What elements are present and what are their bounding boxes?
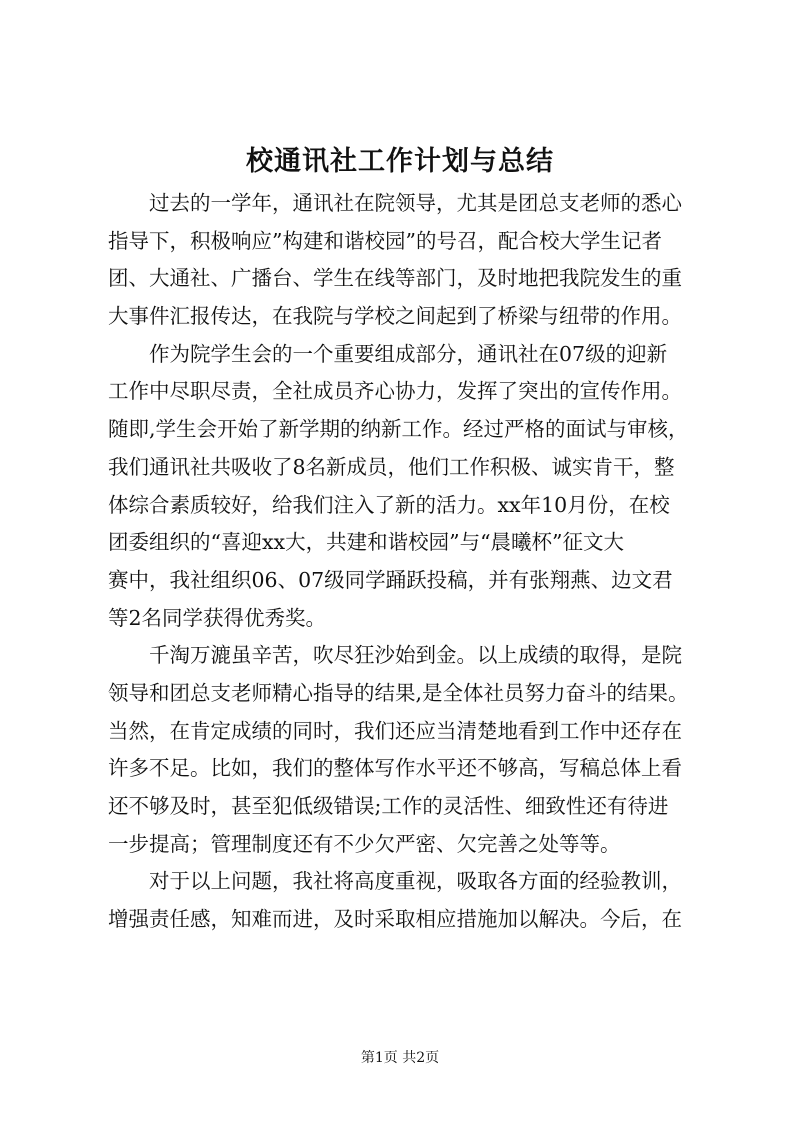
paragraph-line: 当然，在肯定成绩的同时，我们还应当清楚地看到工作中还存在 xyxy=(108,718,682,743)
document-title: 校通讯社工作计划与总结 xyxy=(246,146,554,177)
paragraph-line: 团委组织的“喜迎xx大，共建和谐校园”与“晨曦杯”征文大 xyxy=(108,530,625,555)
paragraph-2 xyxy=(108,336,708,638)
paragraph-line: 团、大通社、广播台、学生在线等部门，及时地把我院发生的重 xyxy=(108,266,682,291)
paragraph-line: 领导和团总支老师精心指导的结果,是全体社员努力奋斗的结果。 xyxy=(108,680,689,705)
paragraph-line: 指导下，积极响应”构建和谐校园”的号召，配合校大学生记者 xyxy=(108,228,662,253)
paragraph-line: 赛中，我社组织06、07级同学踊跃投稿，并有张翔燕、边文君 xyxy=(108,567,673,592)
paragraph-line: 还不够及时，甚至犯低级错误;工作的灵活性、细致性还有待进 xyxy=(108,794,669,818)
paragraph-4 xyxy=(108,863,708,938)
paragraph-line: 过去的一学年，通讯社在院领导，尤其是团总支老师的悉心 xyxy=(149,191,682,215)
document-body xyxy=(108,185,708,939)
paragraph-line: 随即,学生会开始了新学期的纳新工作。经过严格的面试与审核， xyxy=(108,417,689,442)
paragraph-line: 体综合素质较好，给我们注入了新的活力。xx年10月份，在校 xyxy=(108,492,670,517)
paragraph-line: 许多不足。比如，我们的整体写作水平还不够高，写稿总体上看 xyxy=(108,756,682,781)
paragraph-3 xyxy=(108,637,708,863)
paragraph-line: 增强责任感，知难而进，及时采取相应措施加以解决。今后，在 xyxy=(108,907,682,932)
paragraph-line: 对于以上问题，我社将高度重视，吸取各方面的经验教训， xyxy=(149,869,682,894)
paragraph-line: 我们通讯社共吸收了8名新成员，他们工作积极、诚实肯干，整 xyxy=(108,454,675,479)
paragraph-line: 千淘万漉虽辛苦，吹尽狂沙始到金。以上成绩的取得，是院 xyxy=(149,643,682,668)
paragraph-1 xyxy=(108,185,708,336)
paragraph-line: 工作中尽职尽责，全社成员齐心协力，发挥了突出的宣传作用。 xyxy=(108,379,682,404)
paragraph-line: 等2名同学获得优秀奖。 xyxy=(108,605,327,630)
page-number-footer: 第1页 共2页 xyxy=(360,1050,440,1066)
paragraph-line: 大事件汇报传达，在我院与学校之间起到了桥梁与纽带的作用。 xyxy=(108,304,682,329)
paragraph-line: 作为院学生会的一个重要组成部分，通讯社在07级的迎新 xyxy=(149,341,668,366)
paragraph-line: 一步提高；管理制度还有不少欠严密、欠完善之处等等。 xyxy=(108,831,621,856)
